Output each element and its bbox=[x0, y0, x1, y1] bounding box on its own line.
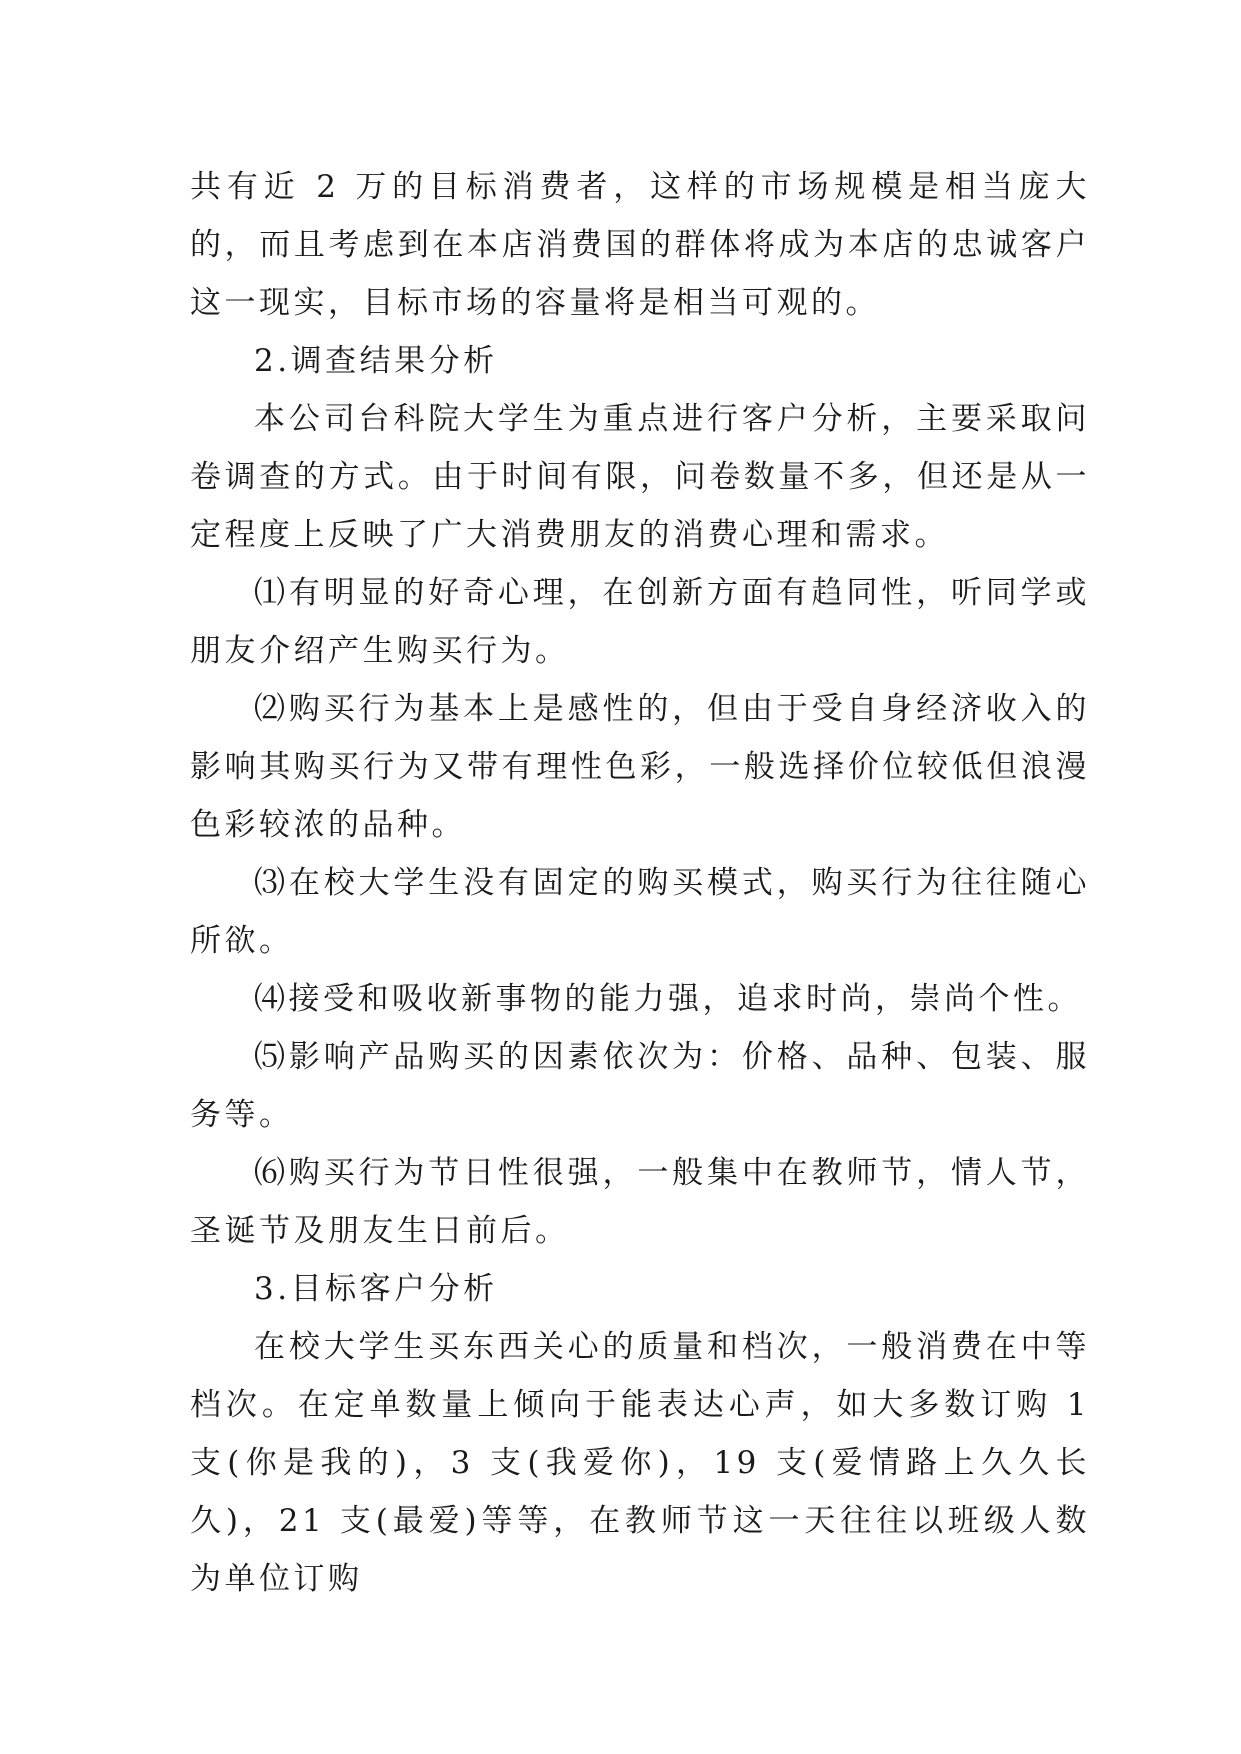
list-item-5: ⑸影响产品购买的因素依次为：价格、品种、包装、服务等。 bbox=[190, 1039, 1090, 1133]
document-body bbox=[190, 158, 1090, 1608]
paragraph-survey-intro: 本公司台科院大学生为重点进行客户分析，主要采取问卷调查的方式。由于时间有限，问卷数量不多，但还是从一定程度上反映了广大消费朋友的消费心理和需求。 bbox=[190, 401, 1090, 553]
list-item-1: ⑴有明显的好奇心理，在创新方面有趋同性，听同学或朋友介绍产生购买行为。 bbox=[190, 575, 1090, 669]
list-item-6: ⑹购买行为节日性很强，一般集中在教师节，情人节，圣诞节及朋友生日前后。 bbox=[190, 1155, 1090, 1249]
list-item-4: ⑷接受和吸收新事物的能力强，追求时尚，崇尚个性。 bbox=[254, 981, 1082, 1017]
list-item-2: ⑵购买行为基本上是感性的，但由于受自身经济收入的影响其购买行为又带有理性色彩，一般选择价位较低但浪漫色彩较浓的品种。 bbox=[190, 691, 1090, 843]
list-item-3: ⑶在校大学生没有固定的购买模式，购买行为往往随心所欲。 bbox=[190, 865, 1090, 959]
section-heading-survey-results: 2.调查结果分析 bbox=[254, 343, 498, 379]
section-heading-target-customers: 3.目标客户分析 bbox=[254, 1271, 498, 1307]
paragraph-target-customers: 在校大学生买东西关心的质量和档次，一般消费在中等档次。在定单数量上倾向于能表达心声，如大多数订购 1 支(你是我的)，3 支(我爱你)，19 支(爱情路上久久长久)，21 支(最爱)等等，在教师节这一天往往以班级人数为单位订购 bbox=[190, 1329, 1090, 1597]
paragraph-continuation: 共有近 2 万的目标消费者，这样的市场规模是相当庞大的，而且考虑到在本店消费国的群体将成为本店的忠诚客户这一现实，目标市场的容量将是相当可观的。 bbox=[190, 169, 1090, 321]
